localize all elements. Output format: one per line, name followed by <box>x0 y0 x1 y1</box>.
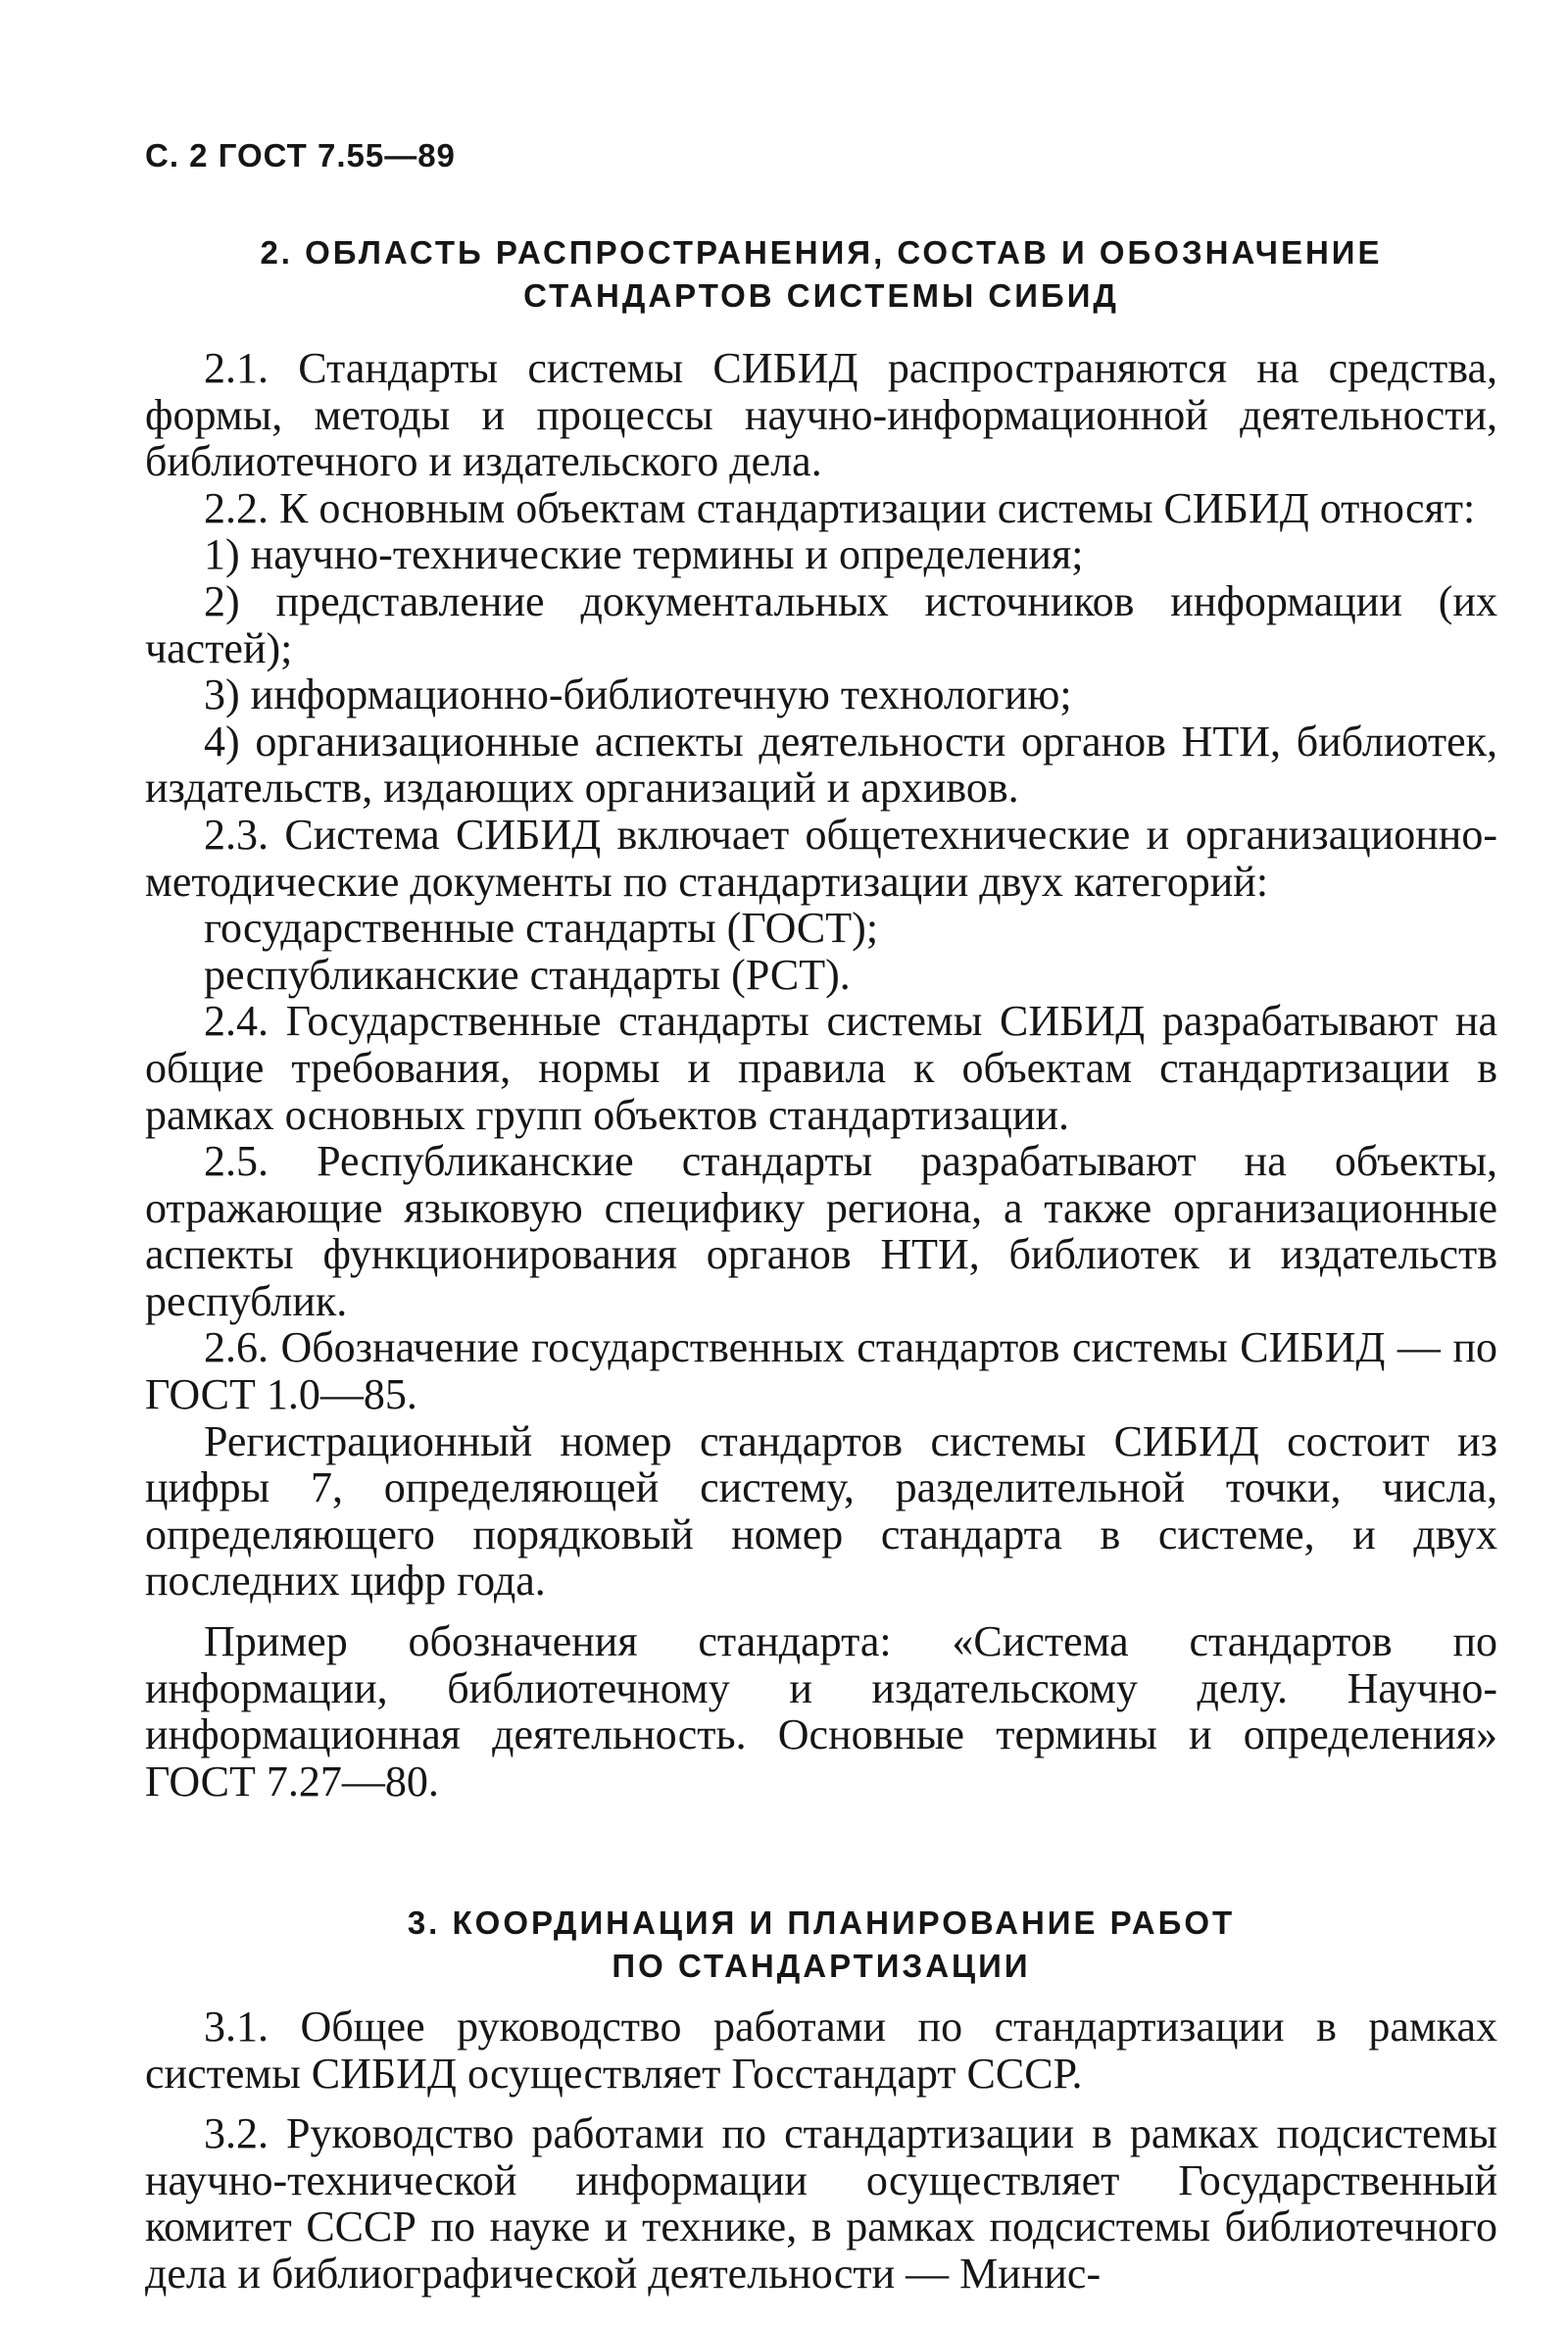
paragraph-3-1: 3.1. Общее руководство работами по стандартизации в рамках системы СИБИД осуществляет Госстандарт СССР. <box>145 2003 1497 2098</box>
list-item-4: 4) организационные аспекты деятельности органов НТИ, библиотек, издательств, издающих организаций и архивов. <box>145 717 1497 813</box>
paragraph-2-3: 2.3. Система СИБИД включает общетехнические и организационно-методические документы по стандартизации двух категорий: <box>145 810 1497 906</box>
page-header: С. 2 ГОСТ 7.55—89 <box>145 137 456 173</box>
paragraph-2-1: 2.1. Стандарты системы СИБИД распространяются на средства, формы, методы и процессы научно-информационной деятельности, библиотечного и издательского дела. <box>145 344 1497 486</box>
paragraph-2-4: 2.4. Государственные стандарты системы СИБИД разрабатывают на общие требования, нормы и правила к объектам стандартизации в рамках основных групп объектов стандартизации. <box>145 997 1497 1139</box>
category-rst: республиканские стандарты (РСТ). <box>204 950 851 999</box>
category-gost: государственные стандарты (ГОСТ); <box>204 904 879 953</box>
paragraph-2-2: 2.2. К основным объектам стандартизации системы СИБИД относят: <box>204 483 1476 532</box>
section-2-heading <box>145 231 1497 318</box>
list-item-1: 1) научно-технические термины и определения; <box>204 530 1084 579</box>
list-item-3: 3) информационно-библиотечную технологию; <box>204 670 1072 719</box>
section-2-heading-line-2: СТАНДАРТОВ СИСТЕМЫ СИБИД <box>523 277 1119 314</box>
list-item-2: 2) представление документальных источников информации (их частей); <box>145 576 1497 672</box>
registration-paragraph: Регистрационный номер стандартов системы СИБИД состоит из цифры 7, определяющей систему, разделительной точки, числа, определяющего порядковый номер стандарта в системе, и двух последних цифр года. <box>145 1416 1497 1606</box>
paragraph-2-6: 2.6. Обозначение государственных стандартов системы СИБИД — по ГОСТ 1.0—85. <box>145 1323 1497 1419</box>
section-3-heading <box>145 1902 1497 1988</box>
section-2-body <box>145 345 1497 1805</box>
paragraph-2-5: 2.5. Республиканские стандарты разрабатывают на объекты, отражающие языковую специфику региона, а также организационные аспекты функционирования органов НТИ, библиотек и издательств республик. <box>145 1137 1497 1325</box>
paragraph-3-2: 3.2. Руководство работами по стандартизации в рамках подсистемы научно-технической информации осуществляет Государственный комитет СССР по науке и технике, в рамках подсистемы библиотечного дела и библиографической деятельности — Минис- <box>145 2109 1497 2298</box>
section-3-heading-line-1: 3. КООРДИНАЦИЯ И ПЛАНИРОВАНИЕ РАБОТ <box>407 1905 1236 1941</box>
section-3-heading-line-2: ПО СТАНДАРТИЗАЦИИ <box>612 1948 1031 1984</box>
section-2-heading-line-1: 2. ОБЛАСТЬ РАСПРОСТРАНЕНИЯ, СОСТАВ И ОБОЗНАЧЕНИЕ <box>260 234 1383 271</box>
example-paragraph: Пример обозначения стандарта: «Система стандартов по информации, библиотечному и издательскому делу. Научно-информационная деятельность. Основные термины и определения» ГОСТ 7.27—80. <box>145 1617 1497 1806</box>
section-3-body <box>145 2003 1497 2298</box>
